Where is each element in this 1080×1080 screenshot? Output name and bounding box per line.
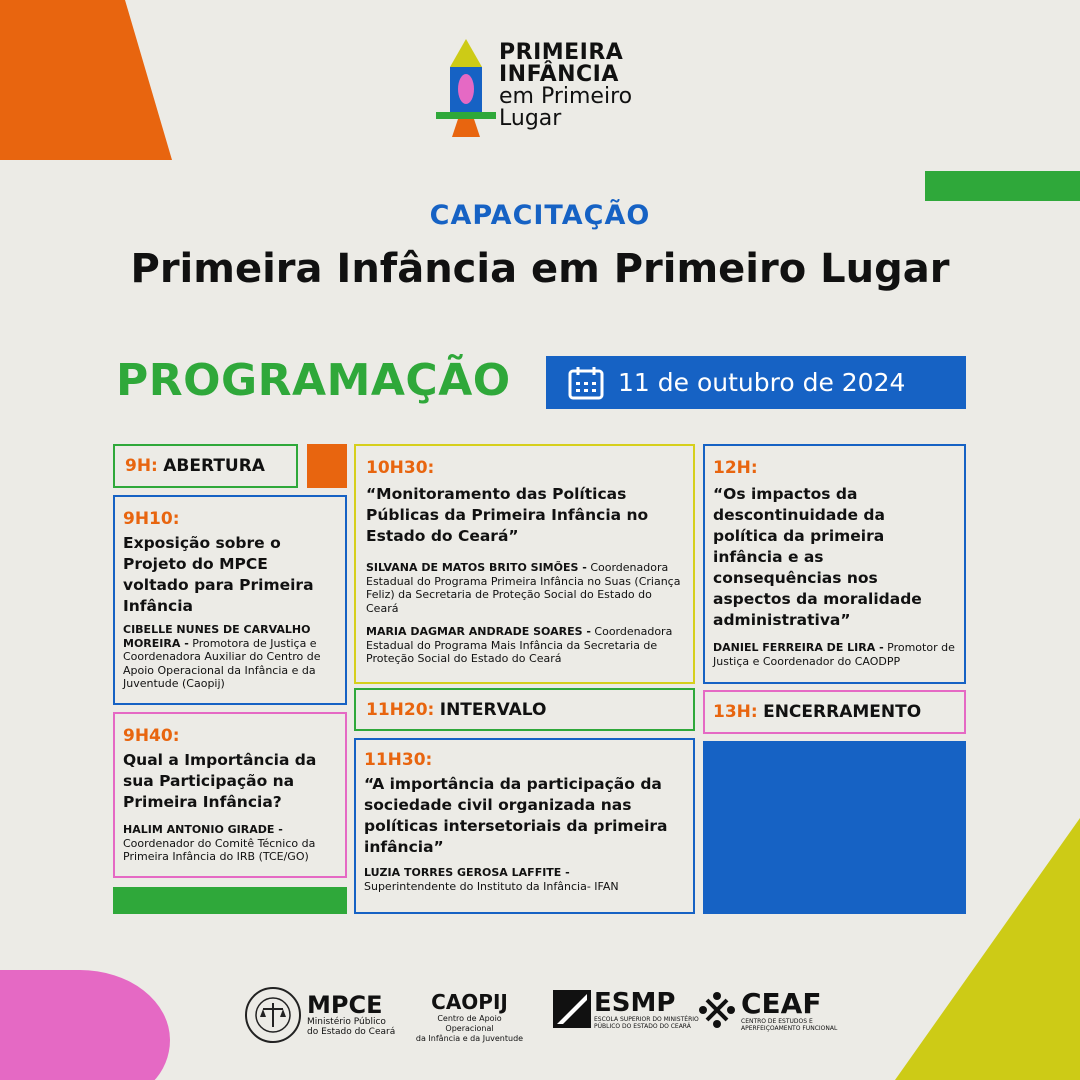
caopij-name: CAOPIJ	[431, 990, 508, 1014]
speaker-name: HALIM ANTONIO GIRADE -	[123, 823, 283, 836]
schedule-time: 9H10:	[123, 509, 180, 529]
mpce-logo	[245, 990, 395, 1040]
esmp-sub-1: ESCOLA SUPERIOR DO MINISTÉRIO	[594, 1016, 699, 1023]
ceaf-sub-1: CENTRO DE ESTUDOS E	[741, 1018, 813, 1025]
green-bar-decoration	[113, 887, 347, 914]
seal-icon	[245, 987, 301, 1043]
calendar-icon	[568, 366, 604, 400]
blue-block-decoration	[703, 741, 966, 914]
esmp-sub-2: PÚBLICO DO ESTADO DO CEARÁ	[594, 1023, 691, 1030]
speaker-role: Superintendente do Instituto da Infância- IFAN	[364, 879, 619, 893]
ceaf-name: CEAF	[741, 987, 822, 1020]
schedule-time: 9H:	[125, 456, 158, 476]
speaker-name: SILVANA DE MATOS BRITO SIMÕES -	[366, 561, 587, 574]
speaker-name: LUZIA TORRES GEROSA LAFFITE -	[364, 866, 570, 879]
event-date: 11 de outubro de 2024	[618, 368, 906, 397]
kicker-heading: CAPACITAÇÃO	[429, 200, 651, 231]
mpce-sub-1: Ministério Público	[307, 1017, 386, 1027]
schedule-item-9h10	[113, 495, 347, 705]
mpce-name: MPCE	[307, 991, 383, 1019]
schedule-label: INTERVALO	[439, 700, 547, 720]
speaker-role: Promotora de Justiça e Coordenadora Auxiliar do Centro de Apoio Operacional da Infância e da Juventude (Caopij)	[123, 636, 321, 690]
schedule-title: “Monitoramento das Políticas Públicas da Primeira Infância no Estado do Ceará”	[366, 485, 649, 545]
caopij-sub-2: da Infância e da Juventude	[415, 1034, 524, 1043]
schedule-time: 13H:	[713, 702, 758, 722]
rocket-icon	[436, 37, 496, 137]
schedule-title: “A importância da participação da sociedade civil organizada nas políticas intersetoriais da primeira infância”	[364, 775, 668, 856]
schedule-time: 12H:	[713, 458, 758, 478]
green-bar-decoration	[925, 171, 1080, 201]
orange-trapezoid-decoration	[0, 0, 172, 160]
schedule-item-11h30	[354, 738, 695, 914]
speaker-name: CIBELLE NUNES DE CARVALHO MOREIRA -	[123, 623, 311, 650]
schedule-label: ABERTURA	[163, 456, 265, 476]
schedule-time: 9H40:	[123, 726, 180, 746]
logo-text-line-2: INFÂNCIA	[499, 62, 619, 87]
caopij-sub-1: Centro de Apoio Operacional	[437, 1014, 502, 1033]
schedule-item-encerramento	[703, 690, 966, 734]
ceaf-sub-2: APERFEIÇOAMENTO FUNCIONAL	[741, 1025, 838, 1032]
orange-square-decoration	[307, 444, 347, 488]
caopij-logo	[412, 990, 527, 1043]
schedule-label: ENCERRAMENTO	[763, 702, 922, 722]
schedule-time: 11H20:	[366, 700, 435, 720]
ceaf-logo	[697, 987, 838, 1040]
page-title: Primeira Infância em Primeiro Lugar	[130, 246, 950, 292]
esmp-name: ESMP	[594, 988, 676, 1018]
esmp-emblem-icon	[553, 990, 591, 1028]
logo-text-line-1: PRIMEIRA	[499, 40, 624, 65]
schedule-item-12h	[703, 444, 966, 684]
logo-text-line-4: Lugar	[499, 106, 562, 131]
program-heading: PROGRAMAÇÃO	[116, 355, 511, 406]
date-badge	[546, 356, 966, 409]
schedule-title: Qual a Importância da sua Participação na Primeira Infância?	[123, 751, 317, 811]
schedule-item-intervalo	[354, 688, 695, 731]
schedule-item-9h40	[113, 712, 347, 878]
pink-blob-decoration	[0, 970, 170, 1080]
schedule-item-10h30	[354, 444, 695, 684]
mpce-sub-2: do Estado do Ceará	[307, 1027, 396, 1037]
speaker-role: Coordenadora Estadual do Programa Primeira Infância no Suas (Criança Feliz) da Secretaria de Proteção Social do Estado do Ceará	[366, 561, 681, 615]
schedule-time: 11H30:	[364, 750, 433, 770]
speaker-name: DANIEL FERREIRA DE LIRA -	[713, 641, 884, 654]
schedule-time: 10H30:	[366, 458, 435, 478]
ceaf-emblem-icon	[697, 990, 737, 1030]
speaker-role: Coordenadora Estadual do Programa Mais Infância da Secretaria de Proteção Social do Estado do Ceará	[366, 625, 673, 665]
schedule-item-abertura	[113, 444, 298, 488]
speaker-name: MARIA DAGMAR ANDRADE SOARES -	[366, 625, 591, 638]
logo-text-line-3: em Primeiro	[499, 84, 633, 109]
program-logo	[436, 37, 666, 137]
speaker-role: Coordenador do Comitê Técnico da Primeira Infância do IRB (TCE/GO)	[123, 836, 316, 863]
schedule-title: Exposição sobre o Projeto do MPCE voltado para Primeira Infância	[123, 534, 314, 615]
esmp-logo	[553, 990, 699, 1040]
speaker-role: Promotor de Justiça e Coordenador do CAODPP	[713, 641, 955, 668]
schedule-title: “Os impactos da descontinuidade da política da primeira infância e as consequências nos aspectos da moralidade administrativa”	[713, 485, 922, 629]
